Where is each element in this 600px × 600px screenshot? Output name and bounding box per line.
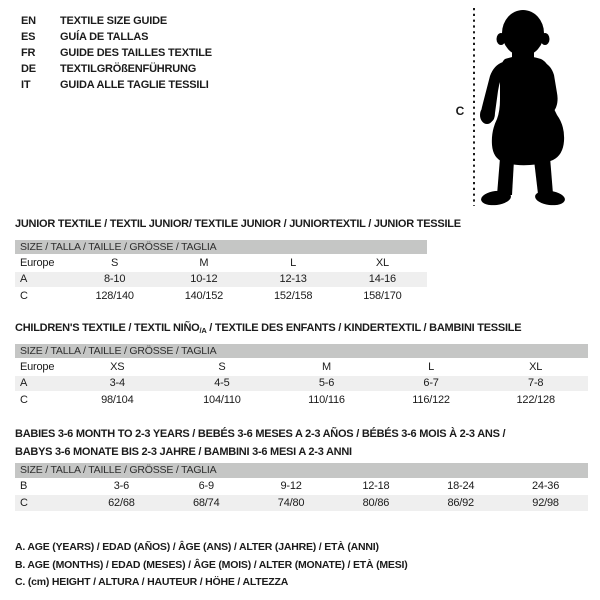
language-row	[21, 29, 212, 45]
cell-value: L	[428, 360, 435, 373]
language-title: GUIDA ALLE TAGLIE TESSILI	[60, 79, 209, 91]
footnote-line: B. AGE (MONTHS) / EDAD (MESES) / ÂGE (MOIS) / ALTER (MONATE) / ETÀ (MESI)	[15, 558, 408, 571]
language-code: FR	[21, 47, 36, 59]
language-row	[21, 77, 212, 93]
table-row	[15, 392, 588, 409]
junior-table	[15, 240, 427, 305]
cell-value: 3-4	[65, 375, 170, 392]
children-table-title	[15, 320, 588, 340]
size-band-label: SIZE / TALLA / TAILLE / GRÖSSE / TAGLIA	[15, 344, 588, 359]
row-label: C	[20, 289, 28, 302]
silhouette-shape	[480, 10, 566, 207]
language-title-list	[21, 13, 212, 93]
table-title-line	[15, 320, 588, 340]
language-title: TEXTILE SIZE GUIDE	[60, 15, 168, 27]
cell-value: 62/68	[79, 495, 164, 512]
language-code: ES	[21, 31, 36, 43]
height-measure-label: C	[455, 104, 465, 118]
cell-value: 6-7	[379, 375, 484, 392]
toddler-silhouette	[466, 2, 598, 210]
cell-value: 92/98	[503, 495, 588, 512]
junior-section	[15, 216, 461, 305]
language-title: GUÍA DE TALLAS	[60, 31, 149, 43]
language-row	[21, 13, 212, 29]
cell-value: 140/152	[184, 289, 224, 302]
cell-value: 68/74	[164, 495, 249, 512]
table-title-line: JUNIOR TEXTILE / TEXTIL JUNIOR/ TEXTILE JUNIOR / JUNIORTEXTIL / JUNIOR TESSILE	[15, 218, 461, 230]
size-band-label: SIZE / TALLA / TAILLE / GRÖSSE / TAGLIA	[15, 240, 427, 255]
cell-value: 24-36	[532, 480, 560, 493]
size-band-label: SIZE / TALLA / TAILLE / GRÖSSE / TAGLIA	[15, 463, 588, 478]
cell-value: 9-12	[280, 480, 302, 493]
cell-value: 104/110	[203, 393, 241, 406]
children-table	[15, 344, 588, 409]
cell-value: 98/104	[101, 393, 134, 406]
row-label: C	[20, 393, 28, 406]
babies-table	[15, 463, 588, 512]
table-row	[15, 271, 427, 288]
table-title-line: BABIES 3-6 MONTH TO 2-3 YEARS / BEBÉS 3-6 MESES A 2-3 AÑOS / BÉBÉS 3-6 MOIS À 2-3 ANS /	[15, 428, 506, 440]
cell-value: M	[322, 360, 331, 373]
language-code: IT	[21, 79, 31, 91]
cell-value: 4-5	[170, 375, 275, 392]
language-title: GUIDE DES TAILLES TEXTILE	[60, 47, 212, 59]
cell-value: 110/116	[308, 393, 345, 406]
cell-value: 5-6	[274, 375, 379, 392]
language-code: DE	[21, 63, 36, 75]
cell-value: 12-13	[249, 271, 338, 288]
cell-value: 116/122	[412, 393, 450, 406]
table-row	[15, 359, 588, 376]
cell-value: 86/92	[418, 495, 503, 512]
table-row	[15, 478, 588, 495]
cell-value: 74/80	[249, 495, 334, 512]
cell-value: 80/86	[333, 495, 418, 512]
row-label: Europe	[20, 256, 55, 269]
table-row	[15, 255, 427, 272]
cell-value: 122/128	[516, 393, 555, 406]
cell-value: S	[218, 360, 226, 373]
language-row	[21, 61, 212, 77]
footnote-line: A. AGE (YEARS) / EDAD (AÑOS) / ÂGE (ANS) / ALTER (JAHRE) / ETÀ (ANNI)	[15, 541, 379, 553]
cell-value: S	[111, 256, 119, 269]
cell-value: 10-12	[159, 271, 248, 288]
title-subscript: /A	[199, 326, 207, 335]
cell-value: XS	[110, 360, 125, 373]
legend-footnotes	[15, 539, 408, 592]
cell-value: 8-10	[70, 271, 159, 288]
cell-value: 7-8	[483, 375, 588, 392]
cell-value: 14-16	[338, 271, 427, 288]
footnote-line: C. (cm) HEIGHT / ALTURA / HAUTEUR / HÖHE / ALTEZZA	[15, 576, 289, 588]
cell-value: M	[199, 256, 209, 269]
row-label: A	[15, 375, 65, 392]
size-band-row	[15, 240, 427, 255]
cell-value: XL	[529, 360, 543, 373]
babies-section	[15, 426, 588, 512]
table-row	[15, 375, 588, 392]
cell-value: XL	[375, 256, 389, 269]
row-label: B	[20, 480, 28, 493]
language-title: TEXTILGRÖßENFÜHRUNG	[60, 63, 197, 75]
cell-value: L	[290, 256, 297, 269]
size-band-row	[15, 463, 588, 478]
table-row	[15, 495, 588, 512]
table-row	[15, 288, 427, 305]
row-label: Europe	[20, 360, 55, 373]
row-label: C	[15, 495, 79, 512]
cell-value: 3-6	[113, 480, 130, 493]
cell-value: 128/140	[95, 289, 134, 302]
cell-value: 12-18	[362, 480, 390, 493]
row-label: A	[15, 271, 70, 288]
children-section	[15, 320, 588, 409]
junior-table-title	[15, 216, 461, 234]
cell-value: 6-9	[198, 480, 214, 493]
babies-table-title	[15, 426, 588, 461]
language-row	[21, 45, 212, 61]
cell-value: 158/170	[363, 289, 402, 302]
language-code: EN	[21, 15, 36, 27]
title-text: / TEXTILE DES ENFANTS / KINDERTEXTIL / BAMBINI TESSILE	[206, 322, 522, 334]
size-band-row	[15, 344, 588, 359]
cell-value: 152/158	[273, 289, 313, 302]
cell-value: 18-24	[447, 480, 475, 493]
table-title-line: BABYS 3-6 MONATE BIS 2-3 JAHRE / BAMBINI 3-6 MESI A 2-3 ANNI	[15, 445, 352, 458]
title-text: CHILDREN'S TEXTILE / TEXTIL NIÑO	[15, 322, 200, 334]
